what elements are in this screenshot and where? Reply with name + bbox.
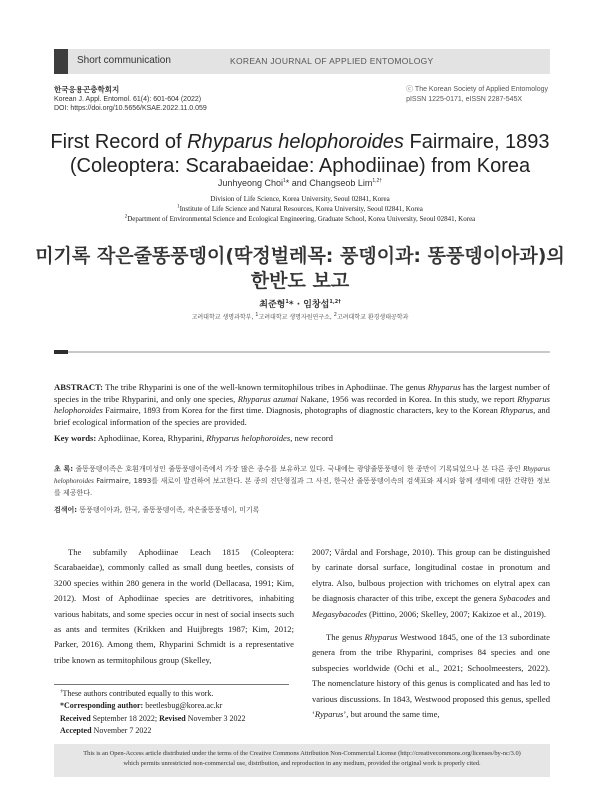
copyright: ⓒ The Korean Society of Applied Entomology [406, 86, 548, 93]
body-column-left [54, 545, 294, 668]
keywords-ko-label: 검색어: [54, 506, 78, 514]
section-divider [54, 351, 550, 353]
abstract-label: ABSTRACT: [54, 382, 104, 392]
abstract-ko-label: 초 록: [54, 465, 74, 473]
affiliations-ko: 고려대학교 생명과학부, $^1$고려대학교 생명자원연구소, $^2$고려대학교 환경생태공학과 [191, 312, 409, 321]
abstract-ko: 초 록: 줄똥풍뎅이족은 호흰개미성인 줄똥풍뎅이족에서 가장 많은 종수를 보유하고 있다. 국내에는 광양줄똥풍뎅이 한 종만이 기록되었으나 본 다른 종인 Rhyparus helophoroides Fairmaire, 1893를 새로이 발견하여 보고한다. 본 종의 진단형질과 그 사진, 한국산 줄똥풍뎅이속의 검색표와 제시와 함께 생태에 대한 간략한 정보를 제공한다. [54, 465, 550, 497]
license-line: which permits unrestricted non-commercial use, distribution, and reproduction in any medium, provided the original work is properly cited. [123, 760, 481, 767]
copyright-block [406, 85, 548, 104]
footnotes [60, 688, 290, 738]
section-label: Short communication [77, 55, 171, 66]
journal-name: KOREAN JOURNAL OF APPLIED ENTOMOLOGY [230, 56, 434, 66]
paragraph: The subfamily Aphodiinae Leach 1815 (Coleoptera: Scarabaeidae), commonly called as small dung beetles, consists of 3200 species within 280 genera in the world (Dellacasa, 1991; Kim, 2012). Most of Aphodiinae species are detritivores, inhabiting various habitats, and some species occur in nest of social insects such as ants and termites (Krikken and Huijbregts 1987; Kim, 2012; Parker, 2016). Among them, Rhyparini Schmidt is a representative tribe known as termitophilous group (Skelley, [54, 547, 294, 665]
abstract-en: ABSTRACT: The tribe Rhyparini is one of the well-known termitophilous tribes in Aphodiinae. The genus Rhyparus has the largest number of species in the tribe Rhyparini, and only one species, Rhyparus azumai Nakane, 1956 was recorded in Korea. In this study, we report Rhyparus helophoroides Fairmaire, 1893 from Korea for the first time. Diagnosis, photographs of diagnostic characters, key to the Korean Rhyparus, and brief ecological information of the species are provided. [54, 382, 551, 427]
author-email[interactable]: beetlesbug@korea.ac.kr [143, 701, 223, 711]
footnote-rule [54, 684, 289, 685]
header-bar [54, 49, 550, 74]
authors-en: Junhyeong Choi$^1$* and Changseob Lim$^{1,2\dagger}$ [217, 178, 383, 188]
divider-marker [54, 350, 68, 354]
species-name: Rhyparus helophoroides [187, 131, 404, 153]
affiliations-en [0, 194, 600, 224]
paragraph: 2007; Vårdal and Forshage, 2010). This group can be distinguished by carinate dorsal surface, longitudinal costae in pronotum and elytra. Also, bulbous projection with trichomes on elytral apex can be diagnosis character of this tribe, except the genera Sybacodes and Megasybacodes (Pittino, 2006; Skelley, 2007; Kakizoe et al., 2019). [312, 547, 551, 619]
citation: Korean J. Appl. Entomol. 61(4): 601-604 (2022) [54, 95, 202, 103]
corresponding-author: *Corresponding author: beetlesbug@korea.ac.kr [60, 701, 223, 711]
license-line: This is an Open-Access article distributed under the terms of the Creative Commons Attribution Non-Commercial License (http://creativecommons.org/licenses/by-nc/3.0) [83, 750, 521, 757]
affiliation: $^2$Department of Environmental Science and Ecological Engineering, Graduate School, Korea University, Seoul 02841, Korea [124, 214, 476, 223]
keywords-label: Key words: [54, 433, 97, 443]
paragraph: The genus Rhyparus Westwood 1845, one of the 13 subordinate genera from the tribe Rhyparini, comprises 84 species and one subspecies worldwide (Ochi et al., 2021; Schoolmeesters, 2022). The nomenclature history of this genus is complicated and has led to various discussions. In 1843, Westwood proposed this genus, spelled ‘Ryparus’, but around the same time, [312, 632, 550, 720]
issn: pISSN 1225-0171, eISSN 2287-545X [406, 95, 523, 103]
keywords-en: Key words: Aphodiinae, Korea, Rhyparini, Rhyparus helophoroides, new record [54, 433, 333, 443]
doi-link[interactable]: DOI: https://doi.org/10.5656/KSAE.2022.11.0.059 [54, 105, 207, 112]
journal-korean: 한국응용곤충학회지 [54, 85, 120, 94]
equal-contribution-note: †These authors contributed equally to this work. [60, 689, 214, 698]
accepted-date: Accepted November 7 2022 [60, 726, 152, 736]
affiliation: $^1$Institute of Life Science and Natural Resources, Korea University, Seoul 02841, Korea [177, 204, 423, 213]
keywords-ko: 검색어: 똥풍뎅이아과, 한국, 줄똥풍뎅이족, 작은줄똥풍뎅이, 미기록 [54, 506, 260, 514]
citation-block [54, 85, 207, 114]
body-column-right [312, 545, 550, 722]
license-box [54, 744, 550, 777]
header-marker [54, 49, 68, 74]
article-title-ko: 미기록 작은줄똥풍뎅이(딱정벌레목: 풍뎅이과: 똥풍뎅이아과)의 한반도 보고 [35, 245, 565, 292]
affiliation: Division of Life Science, Korea University, Seoul 02841, Korea [210, 195, 390, 203]
received-date: Received September 18 2022; Revised November 3 2022 [60, 713, 246, 723]
authors-ko: 최준형$^1$* · 임창섭$^{1,2\dagger}$ [259, 299, 341, 310]
article-title-en: First Record of Rhyparus helophoroides Fairmaire, 1893 (Coleoptera: Scarabaeidae: Aphodiinae) from Korea [50, 131, 550, 177]
